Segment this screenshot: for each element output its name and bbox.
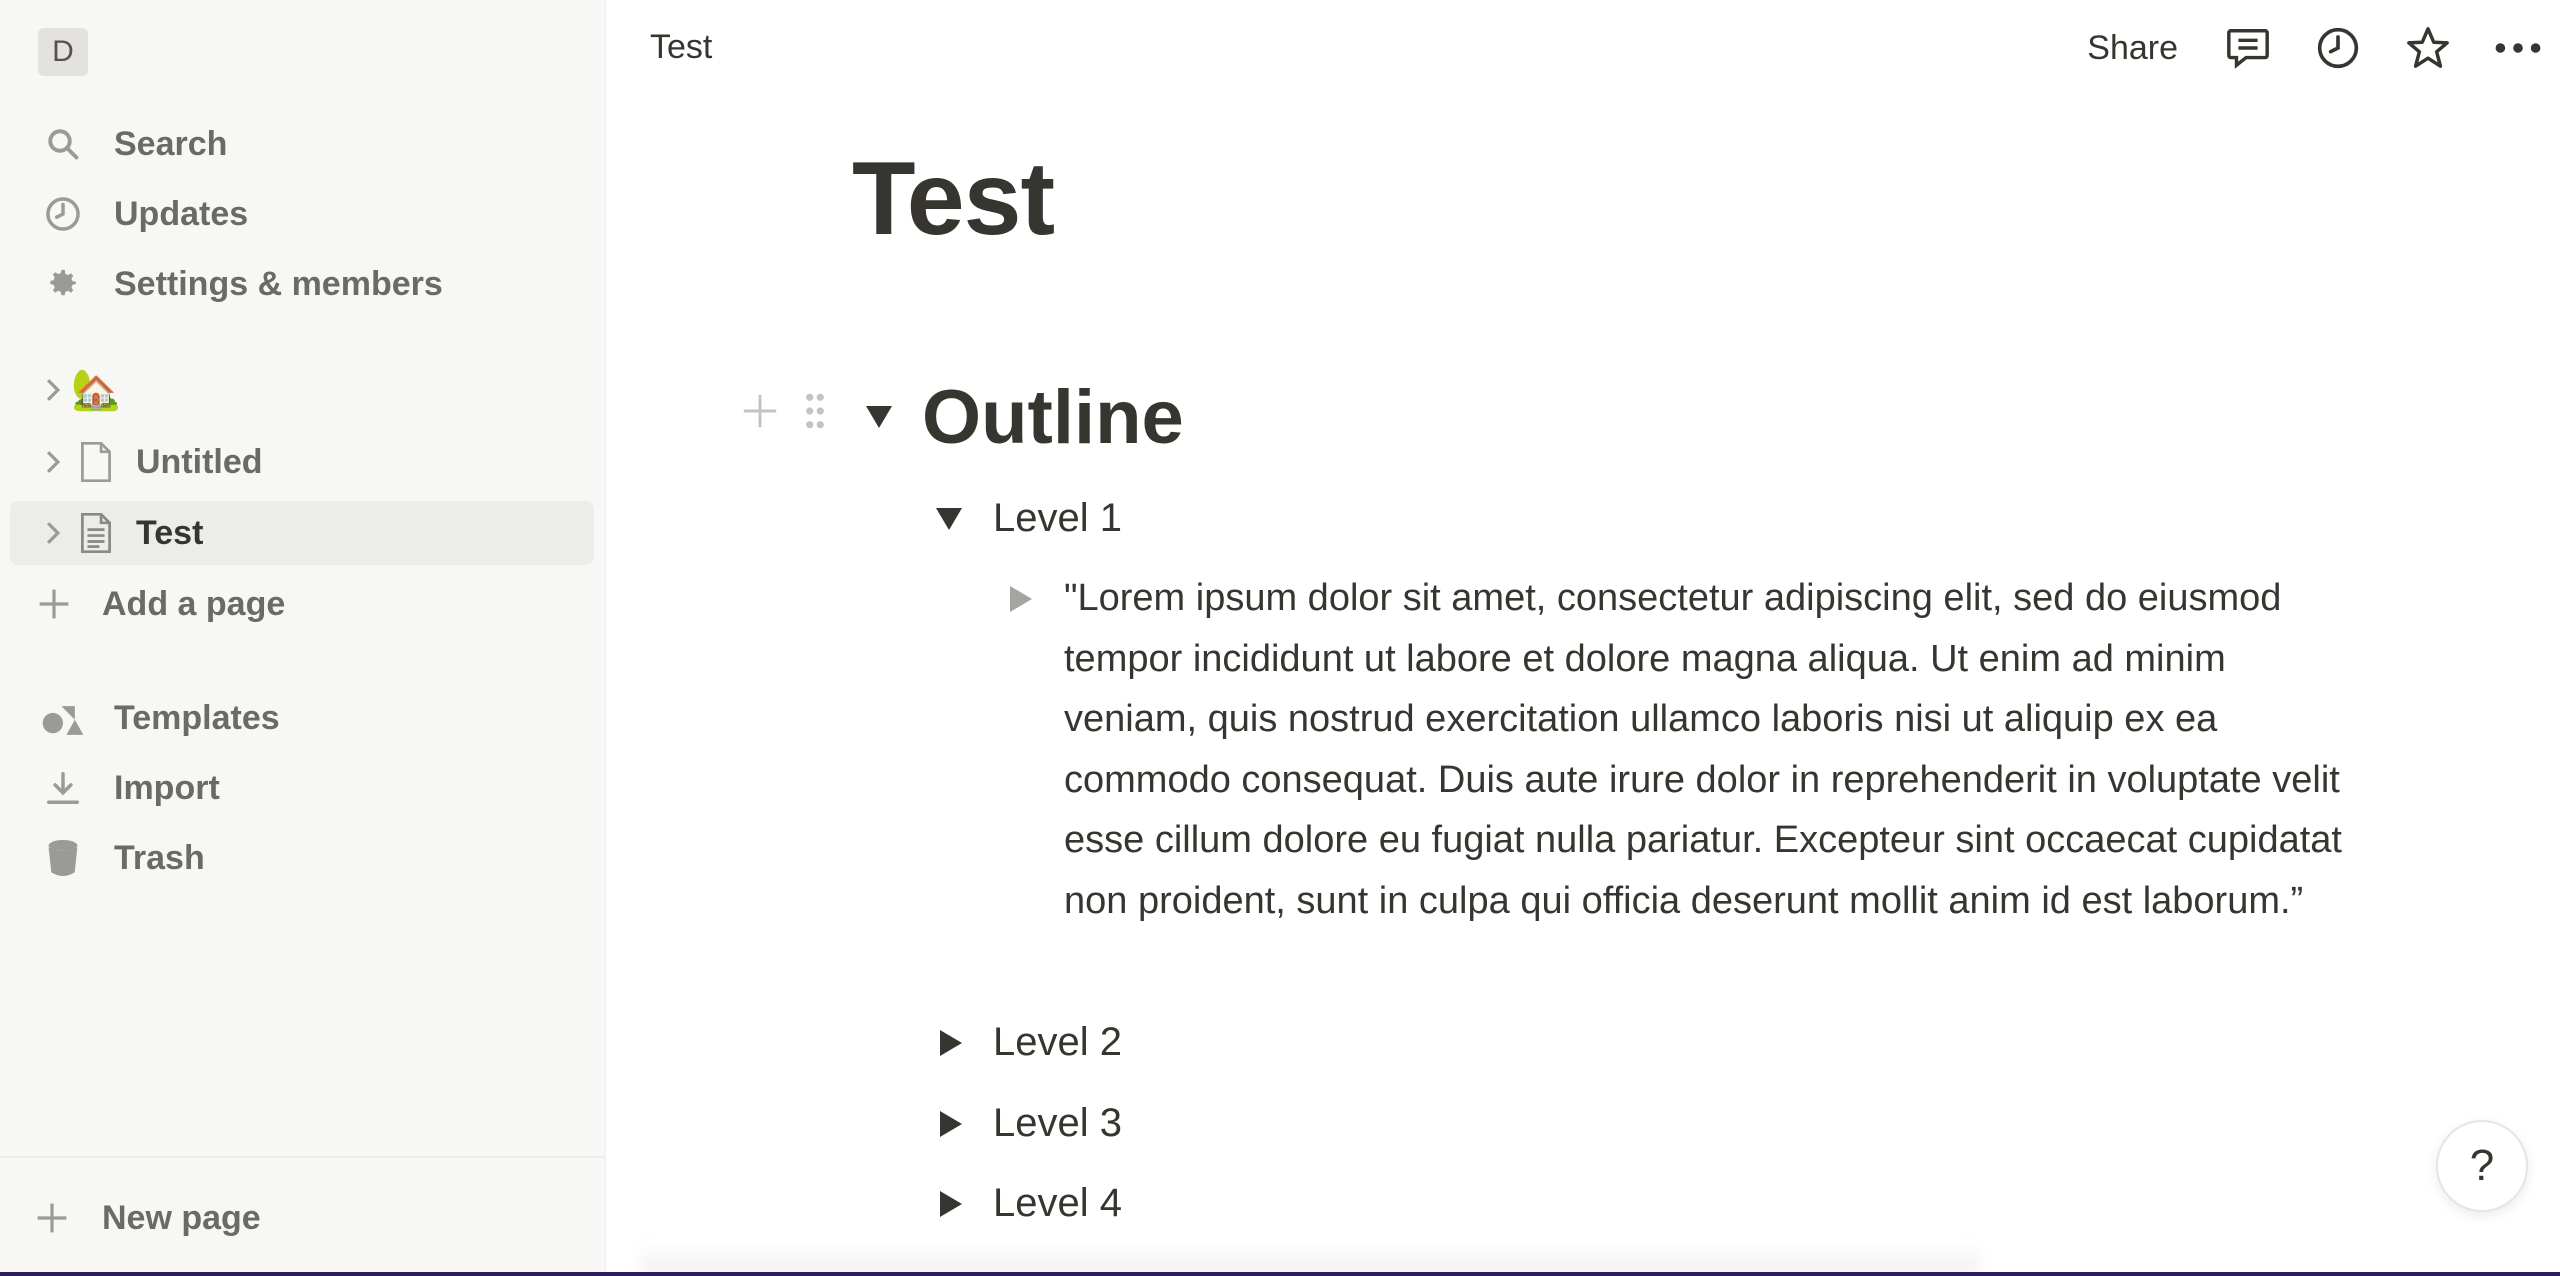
sidebar-item-trash[interactable]: [10, 826, 594, 890]
download-icon: [40, 765, 86, 811]
sidebar-item-import[interactable]: [10, 756, 594, 820]
window-edge: [0, 1272, 2560, 1276]
search-icon: [40, 121, 86, 167]
sidebar-item-search[interactable]: [10, 112, 594, 176]
breadcrumb[interactable]: Test: [650, 28, 713, 66]
page-lines-icon: [76, 510, 116, 556]
clock-icon: [40, 191, 86, 237]
share-button[interactable]: Share: [2087, 28, 2178, 67]
sidebar-item-updates[interactable]: [10, 182, 594, 246]
star-icon[interactable]: [2404, 24, 2452, 72]
sidebar-page-home[interactable]: [10, 358, 594, 422]
toggle-closed-icon[interactable]: [940, 1111, 962, 1137]
page-title[interactable]: Test: [852, 141, 1055, 257]
topbar-actions: [2087, 18, 2560, 78]
help-label: ?: [2469, 1141, 2495, 1190]
drag-handle-icon[interactable]: [804, 392, 826, 435]
add-block-icon[interactable]: [742, 393, 778, 434]
comment-icon[interactable]: [2224, 24, 2272, 72]
toggle-open-icon[interactable]: [936, 508, 962, 530]
sidebar-item-label: Templates: [114, 698, 280, 737]
sidebar-item-label: Import: [114, 768, 220, 807]
plus-icon: [32, 1202, 72, 1234]
toggle-closed-icon[interactable]: [940, 1030, 962, 1056]
sidebar-footer: [0, 1156, 606, 1276]
new-page-button[interactable]: [0, 1186, 606, 1250]
add-page-button[interactable]: [10, 572, 594, 636]
gear-icon: [40, 261, 86, 307]
new-page-label: New page: [102, 1198, 261, 1237]
toggle-closed-icon[interactable]: [1010, 586, 1032, 612]
shapes-icon: [40, 695, 86, 741]
toggle-closed-icon[interactable]: [940, 1191, 962, 1217]
scroll-shadow: [640, 1240, 1980, 1276]
plus-icon: [34, 588, 74, 620]
sidebar-item-label: Untitled: [136, 442, 263, 481]
workspace-switcher[interactable]: [38, 28, 88, 76]
toggle-level-4[interactable]: Level 4: [993, 1181, 1122, 1225]
sidebar-item-label: Updates: [114, 194, 249, 233]
block-handles: [742, 392, 826, 435]
chevron-right-icon[interactable]: [40, 520, 66, 546]
sidebar-item-label: Test: [136, 513, 204, 552]
toggle-level-3[interactable]: Level 3: [993, 1101, 1122, 1145]
sidebar-page-untitled[interactable]: [10, 430, 594, 494]
sidebar-item-label: Search: [114, 124, 228, 163]
trash-icon: [40, 835, 86, 881]
quote-paragraph[interactable]: "Lorem ipsum dolor sit amet, consectetur adipiscing elit, sed do eiusmod tempor incididunt ut labore et dolore magna aliqua. Ut enim ad minim veniam, quis nostrud exercitation ullamco laboris nisi ut aliquip ex ea commodo consequat. Duis aute irure dolor in reprehenderit in voluptate velit esse cillum dolore eu fugiat nulla pariatur. Excepteur sint occaecat cupidatat non proident, sunt in culpa qui officia deserunt mollit anim id est laborum.”: [1064, 577, 2342, 922]
chevron-right-icon[interactable]: [40, 449, 66, 475]
sidebar: [0, 0, 606, 1276]
page-icon: [76, 439, 116, 485]
sidebar-page-test[interactable]: [10, 501, 594, 565]
outline-heading[interactable]: Outline: [922, 375, 1184, 460]
sidebar-item-label: Trash: [114, 838, 205, 877]
topbar: [606, 0, 2560, 96]
house-tree-icon: 🏡: [71, 368, 121, 412]
help-button[interactable]: [2436, 1120, 2528, 1212]
toggle-open-icon[interactable]: [866, 406, 892, 428]
toggle-level-1[interactable]: Level 1: [993, 496, 1122, 540]
workspace-initial: D: [52, 35, 74, 68]
add-page-label: Add a page: [102, 584, 286, 623]
sidebar-item-settings[interactable]: [10, 252, 594, 316]
chevron-right-icon[interactable]: [40, 377, 66, 403]
sidebar-item-label: Settings & members: [114, 264, 443, 303]
sidebar-item-templates[interactable]: [10, 686, 594, 750]
more-icon[interactable]: [2494, 24, 2542, 72]
clock-icon[interactable]: [2314, 24, 2362, 72]
toggle-level-2[interactable]: Level 2: [993, 1020, 1122, 1064]
